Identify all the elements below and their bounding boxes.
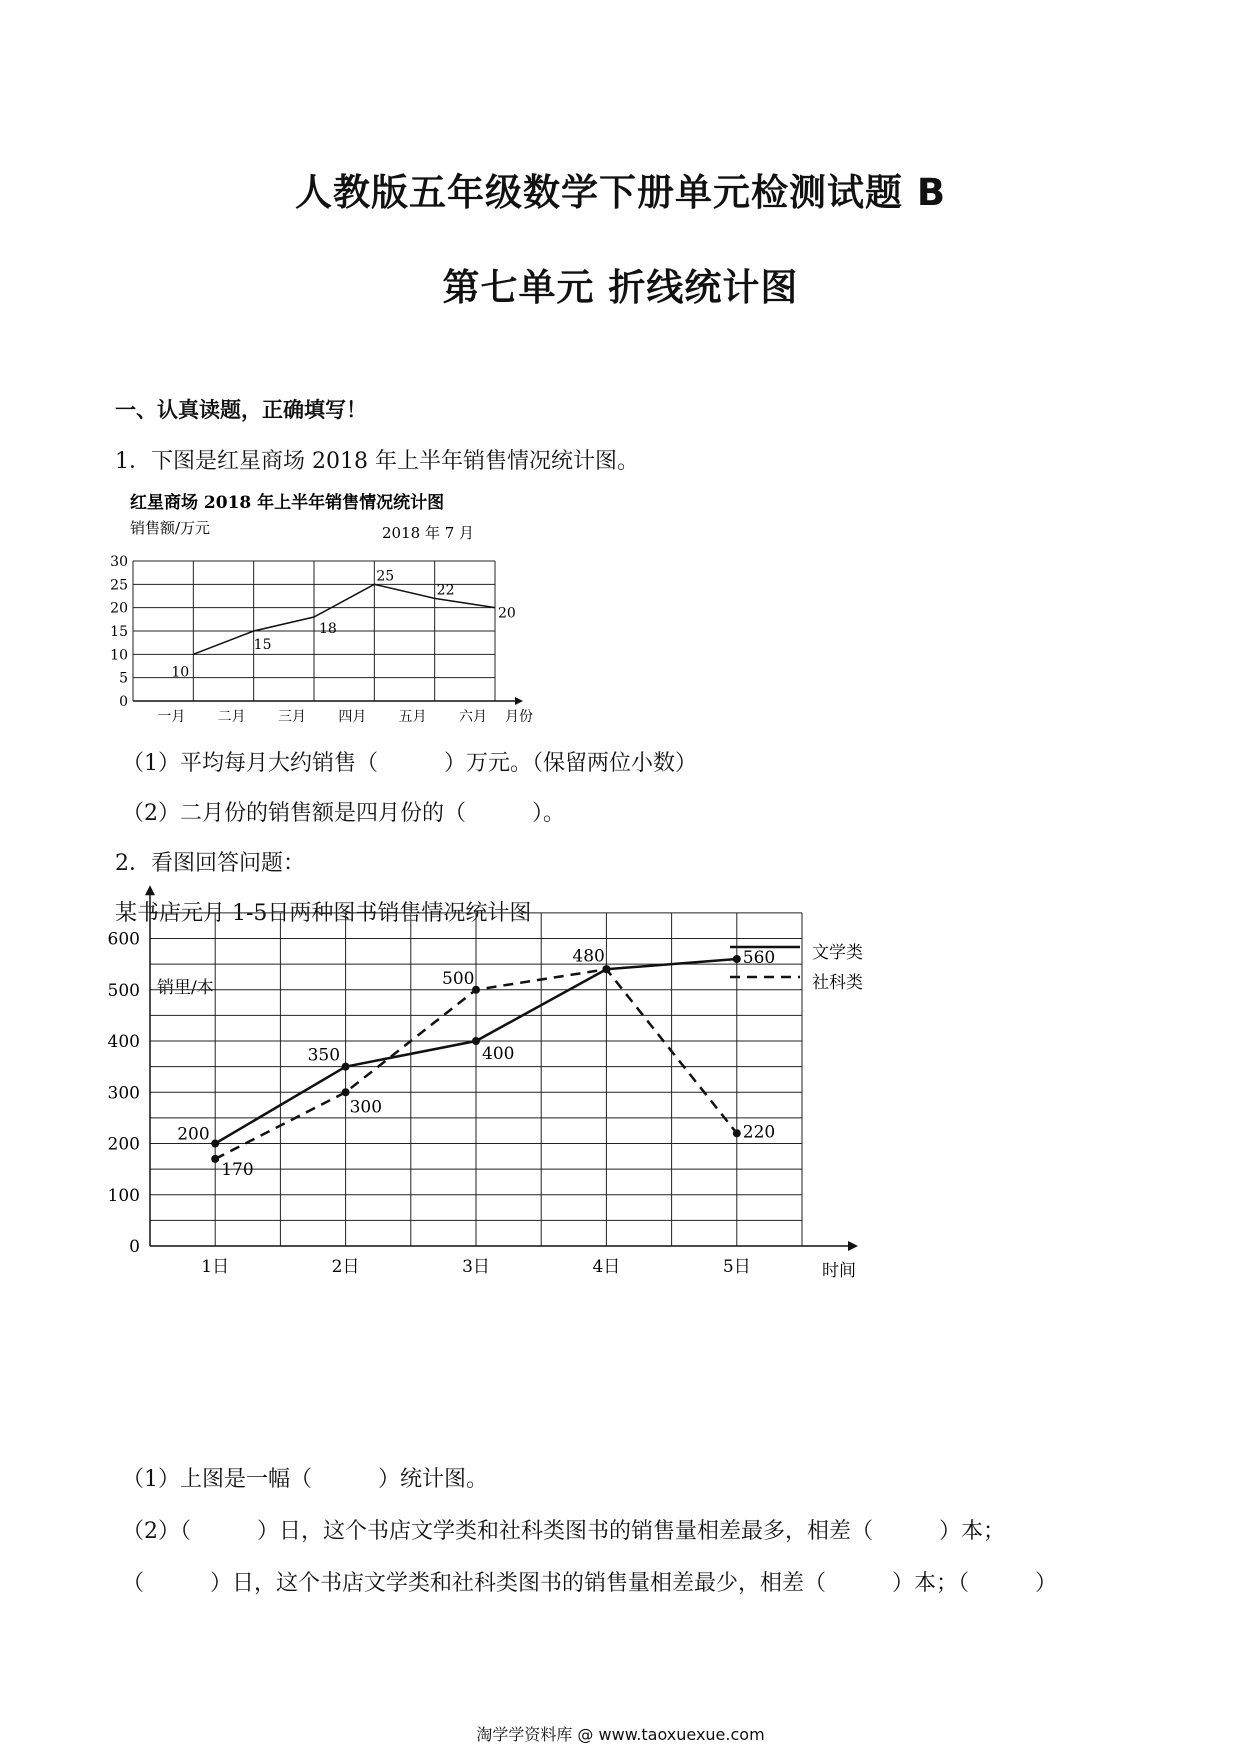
chart-2-data-label: 560 <box>742 948 776 968</box>
chart-2-y-arrow <box>145 885 155 895</box>
chart-2-data-point <box>211 1155 219 1163</box>
chart-2-y-label: 销里/本 <box>157 978 214 998</box>
chart-2-x-tick: 4日 <box>592 1257 621 1277</box>
chart-2-x-tick: 1日 <box>201 1257 230 1277</box>
chart-1-data-label: 18 <box>319 621 337 637</box>
question-2-intro: 2．看图回答问题： <box>115 851 305 876</box>
chart-2-data-label: 220 <box>742 1122 776 1143</box>
chart-1-x-tick: 六月 <box>459 709 487 725</box>
sales-line-chart <box>110 486 540 726</box>
chart-2-y-tick: 200 <box>107 1134 140 1155</box>
chart-1-y-tick: 10 <box>110 647 128 664</box>
question-2-caption: 某书店元月 1-5日两种图书销售情况统计图 <box>115 901 532 926</box>
question-1-part-1: （1）平均每月大约销售（ ）万元。（保留两位小数） <box>122 751 697 776</box>
question-1-intro: 1．下图是红星商场 2018 年上半年销售情况统计图。 <box>115 449 639 474</box>
chart-2-y-tick: 100 <box>107 1185 140 1206</box>
chart-1-y-tick: 0 <box>119 694 128 710</box>
chart-2-data-label: 500 <box>442 968 475 989</box>
question-2-part-2: （2）（ ）日，这个书店文学类和社科类图书的销售量相差最多，相差（ ）本； <box>122 1519 1006 1544</box>
chart-1-data-label: 25 <box>376 568 395 585</box>
chart-2-data-point <box>602 965 610 973</box>
chart-2-x-arrow <box>848 1241 858 1251</box>
document-title: 人教版五年级数学下册单元检测试题 B <box>294 171 947 214</box>
chart-1-y-tick: 30 <box>110 554 128 570</box>
chart-1-y-label: 销售额/万元 <box>130 519 211 537</box>
chart-2-data-point <box>342 1088 350 1096</box>
question-1-part-2: （2）二月份的销售额是四月份的（ ）。 <box>122 801 565 826</box>
chart-1-x-label: 月份 <box>505 709 533 725</box>
chart-1-y-tick: 25 <box>110 577 128 594</box>
chart-2-y-tick: 600 <box>107 929 140 950</box>
legend-label: 社科类 <box>812 973 863 993</box>
chart-2-x-tick: 5日 <box>722 1257 751 1277</box>
chart-1-x-tick: 一月 <box>157 709 186 725</box>
chart-2-data-label: 400 <box>482 1044 515 1064</box>
legend-label: 文学类 <box>812 943 863 963</box>
chart-2-y-tick: 300 <box>107 1083 140 1104</box>
chart-2-y-tick: 500 <box>107 980 140 1001</box>
chart-2-data-point <box>733 1129 741 1137</box>
chart-1-y-tick: 20 <box>110 600 128 617</box>
chart-2-data-label: 480 <box>572 946 605 967</box>
chart-2-data-label: 350 <box>307 1045 341 1066</box>
chart-1-y-tick: 5 <box>119 670 128 687</box>
chart-1-y-tick: 15 <box>110 624 128 640</box>
chart-2-x-tick: 3日 <box>462 1257 490 1277</box>
question-2-part-1: （1）上图是一幅（ ）统计图。 <box>122 1467 488 1492</box>
chart-1-x-tick: 三月 <box>278 709 306 725</box>
chart-1-title: 红星商场 2018 年上半年销售情况统计图 <box>130 493 445 513</box>
chart-1-x-tick: 五月 <box>398 709 427 725</box>
footer-watermark: 淘学学资料库 @ www.taoxuexue.com <box>476 1725 765 1744</box>
chart-2-data-point <box>472 1037 480 1045</box>
chart-2-data-point <box>342 1063 350 1071</box>
section-heading: 一、认真读题，正确填写！ <box>115 398 367 422</box>
chart-1-data-label: 20 <box>498 605 516 622</box>
chart-2-data-label: 170 <box>221 1159 254 1180</box>
book-sales-line-chart <box>107 929 995 1435</box>
chart-1-date-note: 2018 年 7 月 <box>382 524 475 542</box>
chart-2-y-tick: 0 <box>129 1237 140 1257</box>
chart-2-x-label: 时间 <box>822 1261 856 1281</box>
chart-2-y-tick: 400 <box>107 1032 140 1052</box>
chart-2-data-point <box>733 955 741 963</box>
chart-1-x-tick: 二月 <box>217 709 246 725</box>
chart-2-data-point <box>211 1140 219 1148</box>
chart-1-data-label: 22 <box>436 582 455 599</box>
question-2-part-3: （ ）日，这个书店文学类和社科类图书的销售量相差最少，相差（ ）本；（ ） <box>122 1571 1058 1596</box>
chart-2-x-tick: 2日 <box>331 1257 360 1277</box>
chart-2-data-label: 200 <box>177 1124 210 1145</box>
unit-title: 第七单元 折线统计图 <box>442 266 799 309</box>
chart-2-data-label: 300 <box>349 1097 383 1118</box>
chart-1-x-tick: 四月 <box>338 709 367 725</box>
chart-1-data-label: 10 <box>171 664 190 681</box>
chart-1-data-label: 15 <box>253 637 272 653</box>
chart-1-x-arrow <box>515 697 523 705</box>
